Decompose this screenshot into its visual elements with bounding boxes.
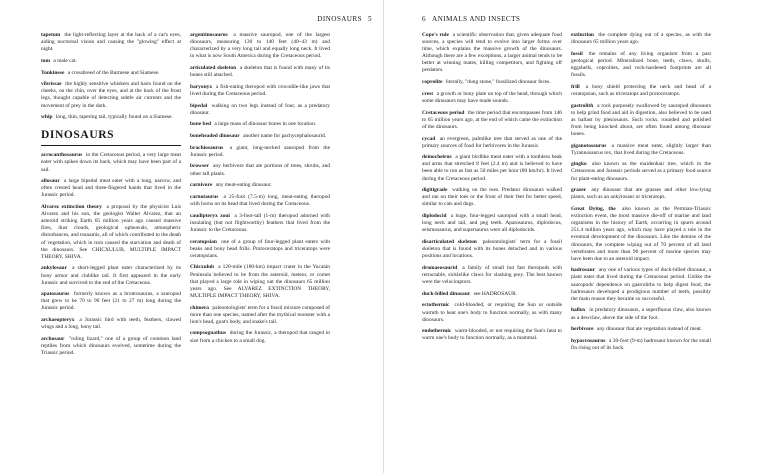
glossary-entry — [190, 103, 330, 117]
glossary-definition: any herbivore that ate portions of trees, shrubs, and other tall plants. — [190, 163, 331, 177]
glossary-term: bone bed — [190, 121, 212, 128]
glossary-definition: any dinosaur that ate vegetation instead of meat. — [596, 326, 703, 333]
glossary-definition: any dinosaur that ate grasses and other low-lying plants, such as an ankylosaur or triceratops. — [571, 187, 711, 201]
glossary-entry — [571, 307, 711, 321]
glossary-term: extinction — [571, 32, 594, 38]
glossary-entry — [571, 103, 711, 138]
glossary-entry — [41, 178, 181, 199]
glossary-entry — [422, 328, 562, 342]
glossary-definition: a fish-eating theropod with crocodile-like jaws that lived during the Cretaceous period. — [190, 83, 330, 97]
glossary-term: compsognathus — [190, 330, 226, 337]
glossary-term: chimera — [190, 304, 210, 311]
glossary-definition: also known as the maidenhair tree, which in the Cretaceous and Jurassic periods served as a primary food source for plant-eating dinosaurs. — [571, 161, 711, 182]
glossary-term: disarticulated skeleton — [422, 239, 477, 245]
glossary-term: hypacrosaurus — [571, 337, 606, 344]
glossary-definition: a crossbreed of the Burmese and Siamese. — [67, 69, 160, 76]
glossary-entry — [422, 239, 562, 260]
glossary-term: gingko — [571, 161, 587, 168]
glossary-definition: a 30-foot (9-m) hadrosaur known for the small fin rising out of its back. — [571, 337, 711, 351]
glossary-definition: cold-blooded, or requiring the Sun or outside warmth to heat one's body to function normally, as with many dinosaurs. — [422, 302, 562, 323]
glossary-entry — [422, 213, 562, 234]
glossary-term: caudipteryx zoui — [190, 212, 230, 219]
glossary-entry — [41, 81, 181, 109]
glossary-definition: a skeleton that is found with many of its bones still attached. — [190, 64, 330, 79]
glossary-definition: formerly known as a brontosaurus, a sauropod that grew to be 70 to 90 feet (21 to 27 m) long during the Jurassic period. — [41, 291, 181, 312]
glossary-term: grazer — [571, 187, 587, 194]
glossary-term: tom — [41, 57, 51, 64]
glossary-entry — [422, 154, 562, 182]
glossary-term: Cope's rule — [422, 32, 449, 38]
glossary-term: gastrolith — [571, 102, 594, 109]
glossary-term: ceratopsian — [190, 238, 217, 245]
glossary-entry — [190, 163, 330, 177]
glossary-term: baryonyx — [190, 83, 213, 90]
glossary-definition: literally, "dung stone," fossilized dinosaur feces. — [445, 79, 551, 86]
entry-list-dinosaur-terms-a — [41, 152, 181, 357]
glossary-entry — [190, 305, 330, 326]
glossary-definition: the time period that encompasses from 146 to 65 million years ago, at the end of which came the extinction of the dinosaurs. — [422, 109, 563, 130]
glossary-definition: a rock purposely swallowed by sauropod dinosaurs to help grind food and aid in digestion, also believed to be used as ballast by plesiosaurs. Such rocks, rounded and polished from being knocked about, are often found among dinosaur bones. — [571, 102, 711, 137]
glossary-entry — [41, 32, 181, 53]
glossary-definition: any meat-eating dinosaur. — [215, 182, 272, 189]
glossary-definition: a family of small but fast theropods with retractable, sicklelike claws for slashing prey. The best known were the velociraptors. — [422, 264, 563, 286]
glossary-entry — [190, 182, 330, 189]
glossary-definition: the complete dying out of a species, as with the dinosaurs 65 million years ago. — [571, 32, 712, 46]
glossary-term: carnivore — [190, 182, 213, 189]
glossary-definition: a massive meat eater, slightly larger than Tyrannosaurus rex, that lived during the Cretaceous. — [571, 142, 711, 156]
glossary-term: diplodocid — [422, 213, 447, 220]
glossary-term: frill — [571, 83, 580, 90]
glossary-entry — [571, 84, 711, 98]
glossary-definition: a large bipedal meat eater with a long, narrow, and often crested head and three-fingered hands that lived in the Jurassic period. — [41, 178, 182, 199]
glossary-term: apatosaurus — [41, 291, 70, 298]
page-number: 5 — [368, 15, 372, 23]
glossary-definition: long, thin, tapering tail, typically found on a Siamese. — [55, 114, 173, 121]
glossary-entry — [41, 152, 181, 173]
glossary-definition: a 25-foot (7.5-m) long, meat-eating theropod with horns on its head that lived during the Cretaceous. — [190, 193, 331, 208]
glossary-entry — [190, 213, 330, 234]
right-column-2 — [571, 32, 711, 357]
glossary-entry — [571, 32, 711, 46]
glossary-term: acrocanthosaurus — [41, 152, 83, 159]
glossary-term: whip — [41, 114, 53, 121]
glossary-definition: paleontologists' term for a fossil skeleton that is found with its bones detached and in various positions and locations. — [422, 239, 563, 260]
glossary-definition: a 120-mile (180-km) impact crater in the Yucatán Peninsula believed to be from the asteroid, meteor, or comet that played a large role in wiping out the dinosaurs 65 million years ago. See ALVAREZ EXTINCTION THEORY, MULTIPLE IMPACT THEORY, SHIVA. — [190, 264, 330, 299]
glossary-term: carnotaurus — [190, 193, 219, 200]
glossary-definition: a short-legged plant eater characterized by its bony armor and clublike tail. It first appeared in the early Jurassic and survived to the end of the Cretaceous. — [41, 265, 182, 286]
glossary-term: deinocheirus — [422, 154, 452, 161]
entry-list-cat-terms — [41, 32, 181, 121]
glossary-definition: "ruling lizard," one of a group of common land reptiles from which dinosaurs evolved, sometime during the Triassic period. — [41, 335, 181, 357]
glossary-term: cycad — [422, 135, 436, 142]
glossary-term: giganotosaurus — [571, 142, 607, 149]
glossary-definition: a bony shield protecting the neck and head of a ceratopsian, such as triceratops and protoceratops. — [571, 83, 712, 97]
glossary-definition: paleontologists' term for a fossil mixture composed of more than one species, named after the mythical monster with a lion's head, goat's body, and snake's tail. — [190, 304, 330, 325]
glossary-definition: a male cat. — [53, 57, 77, 64]
glossary-entry — [190, 194, 330, 208]
glossary-definition: one of a group of four-legged plant eaters with beaks and bony head frills. Protoceratops and triceratops were ceratopsians. — [190, 238, 331, 259]
glossary-entry — [422, 136, 562, 150]
glossary-term: boneheaded dinosaur — [190, 133, 240, 139]
entry-list-dinosaur-terms-c — [422, 32, 562, 343]
glossary-definition: another name for pachycephalosaurid. — [243, 133, 327, 139]
glossary-term: brachiosaurus — [190, 144, 224, 151]
glossary-entry — [571, 326, 711, 333]
right-column-1 — [422, 32, 562, 347]
glossary-entry — [190, 65, 330, 79]
glossary-definition: a huge, four-legged sauropod with a small head, long neck and tail, and peg teeth. Apatosaurus, diplodocus, seismosaurus, and supersaurus were all diplodocids. — [422, 213, 562, 234]
glossary-entry — [571, 51, 711, 79]
glossary-term: ankylosaur — [41, 265, 67, 272]
glossary-term: argentinosaurus — [190, 32, 228, 38]
glossary-entry — [571, 267, 711, 302]
glossary-definition: a large mass of dinosaur bones in one location. — [214, 121, 317, 128]
glossary-term: hadrosaur — [571, 267, 596, 274]
glossary-entry — [422, 187, 562, 208]
glossary-term: coprolite — [422, 79, 443, 86]
glossary-entry — [41, 291, 181, 312]
glossary-entry — [571, 338, 711, 352]
entry-list-dinosaur-terms-b — [190, 32, 330, 345]
glossary-entry — [41, 336, 181, 357]
glossary-definition: a giant birdlike meat eater with a toothless beak and arms that stretched 8 feet (2.4 m) and is believed to have been able to run as fast as 50 miles per hour (80 km/hr). It lived during the Cretaceous period. — [422, 154, 563, 182]
glossary-term: archaeopteryx — [41, 317, 75, 324]
running-head-right — [422, 15, 520, 23]
glossary-definition: in the Cretaceous period, a very large meat eater with spikes down its back, which may have been part of a sail. — [41, 152, 181, 173]
glossary-entry — [190, 239, 330, 260]
glossary-definition: during the Jurassic, a theropod that ranged in size from a chicken to a small dog. — [190, 330, 330, 344]
glossary-definition: a Jurassic bird with teeth, feathers, clawed wings and a long, bony tail. — [41, 317, 181, 331]
glossary-term: hallux — [571, 307, 586, 314]
glossary-term: Great Dying, the — [571, 206, 616, 213]
glossary-entry — [571, 187, 711, 201]
glossary-term: Tonkinese — [41, 69, 65, 76]
glossary-entry — [571, 161, 711, 182]
glossary-definition: a massive sauropod, one of the largest dinosaurs, measuring 130 to 140 feet (40–43 m) and characterized by a very long tail and equally long neck. It lived in what is now South America during the Cretaceous period. — [190, 32, 330, 60]
glossary-entry — [571, 143, 711, 157]
glossary-entry — [41, 204, 181, 261]
glossary-entry — [190, 133, 330, 140]
glossary-entry — [190, 32, 330, 60]
section-rule — [41, 145, 181, 146]
glossary-entry — [571, 206, 711, 263]
glossary-entry — [422, 110, 562, 131]
glossary-definition: also known as the Permian-Triassic extinction event, the most massive die-off of marine and land organisms in the history of Earth, occurring in spurts around 251.4 million years ago, which may have played a role in the eventual development of the dinosaurs. Like the demise of the dinosaurs, the complete wiping out of 70 percent of all land vertebrates and more than 90 percent of marine species may have been due to an asteroid impact. — [571, 206, 712, 262]
glossary-entry — [41, 70, 181, 77]
glossary-term: Cretaceous period — [422, 109, 465, 116]
glossary-entry — [41, 317, 181, 331]
left-column-2 — [190, 32, 330, 349]
glossary-entry — [422, 91, 562, 105]
glossary-definition: warm-blooded, or not requiring the Sun's heat to warm one's body to function normally, as a mammal. — [422, 328, 562, 342]
glossary-definition: a giant, long-necked sauropod from the Jurassic period. — [190, 144, 331, 158]
glossary-entry — [41, 58, 181, 65]
glossary-term: articulated skeleton — [190, 64, 237, 71]
glossary-entry — [41, 265, 181, 286]
glossary-definition: walking on two legs instead of four, as a predatory dinosaur. — [190, 102, 331, 116]
entry-list-dinosaur-terms-d — [571, 32, 711, 352]
left-column-1 — [41, 32, 181, 362]
glossary-term: digitigrade — [422, 187, 448, 194]
glossary-definition: the highly sensitive whiskers and hairs found on the cheeks, on the chin, over the eyes, and at the back of the front legs, thought capable of detecting subtle air currents and the movement of prey in the dark. — [41, 81, 182, 109]
glossary-term: bipedal — [190, 102, 208, 109]
glossary-term: fossil — [571, 50, 583, 57]
section-heading-dinosaurs: DINOSAURS — [41, 129, 115, 142]
glossary-entry — [422, 291, 562, 298]
glossary-term: endothermic — [422, 328, 452, 335]
glossary-definition: a scientific observation that, given adequate food sources, a species will tend to evolve into larger forms over time, which explains the massive growth of the dinosaurs. Although there are a few exceptions, a larger animal tends to be better at winning mates, killing competitors, and fighting off predators. — [422, 32, 563, 74]
glossary-definition: a growth or bony plate on top of the head, through which some dinosaurs may have made sounds. — [422, 90, 562, 104]
glossary-entry — [190, 84, 330, 98]
glossary-entry — [422, 79, 562, 86]
glossary-entry — [41, 114, 181, 121]
right-page — [384, 0, 768, 473]
glossary-entry — [422, 32, 562, 75]
running-head-title: DINOSAURS — [317, 15, 362, 23]
glossary-entry — [190, 330, 330, 344]
glossary-term: vibrissae — [41, 81, 62, 88]
glossary-term: archosaur — [41, 335, 65, 342]
glossary-entry — [190, 121, 330, 128]
glossary-term: duck-billed dinosaur — [422, 290, 471, 297]
glossary-term: herbivore — [571, 326, 594, 333]
glossary-term: allosaur — [41, 178, 60, 185]
glossary-definition: in predatory dinosaurs, a superfluous claw, also known as a dewclaw, above the side of the foot. — [571, 307, 711, 321]
glossary-entry — [422, 302, 562, 323]
glossary-definition: see HADROSAUR. — [473, 290, 518, 297]
glossary-entry — [190, 264, 330, 299]
glossary-term: Alvarez extinction theory — [41, 204, 102, 211]
glossary-term: crest — [422, 90, 434, 97]
glossary-definition: the remains of any living organism from a past geological period. Mineralized bone, teeth, claws, skulls, eggshells, coprolites, and rock-hardened footprints are all fossils. — [571, 50, 711, 79]
glossary-term: browser — [190, 163, 209, 170]
running-head-left — [317, 15, 372, 23]
glossary-definition: the light-reflecting layer at the back of a cat's eyes, aiding nocturnal vision and causing the "glowing" effect at night. — [41, 32, 181, 53]
glossary-definition: walking on the toes. Predator dinosaurs walked and ran on their toes or the front of their feet for better speed, similar to cats and dogs. — [422, 187, 562, 208]
glossary-term: tapetum — [41, 32, 61, 38]
glossary-term: ectothermic — [422, 302, 450, 309]
glossary-term: dromaeosaurid — [422, 264, 458, 271]
page-number: 6 — [422, 15, 426, 23]
glossary-term: Chicxulub — [190, 264, 215, 271]
running-head-title: ANIMALS AND INSECTS — [432, 15, 521, 23]
glossary-definition: an evergreen, palmlike tree that served as one of the primary sources of food for herbivores in the Jurassic. — [422, 135, 563, 149]
glossary-definition: any one of various types of duck-billed dinosaur, a plant eater that lived during the Cretaceous period. Unlike the sauropods' dependence on gastroliths to help digest food, the hadrosaurs developed a prodigious number of teeth, possibly the main reason they became so successful. — [571, 267, 711, 302]
glossary-entry — [422, 265, 562, 286]
glossary-definition: a 3-foot-tall (1-m) theropod adorned with insulating (but not flightworthy) feathers that lived from the Jurassic to the Cretaceous. — [190, 212, 330, 233]
glossary-definition: a proposal by the physicist Luis Alvarez and his son, the geologist Walter Alvarez, that an asteroid striking Earth 65 million years ago caused massive fires, dust clouds, geological upheavals, atmospheric disturbances, and tsunamis, all of which contributed to the death of vegetation, which in turn caused the starvation and death of the dinosaurs. See CHICXULUB, MULTIPLE IMPACT THEORY, SHIVA. — [41, 204, 181, 260]
glossary-entry — [190, 145, 330, 159]
